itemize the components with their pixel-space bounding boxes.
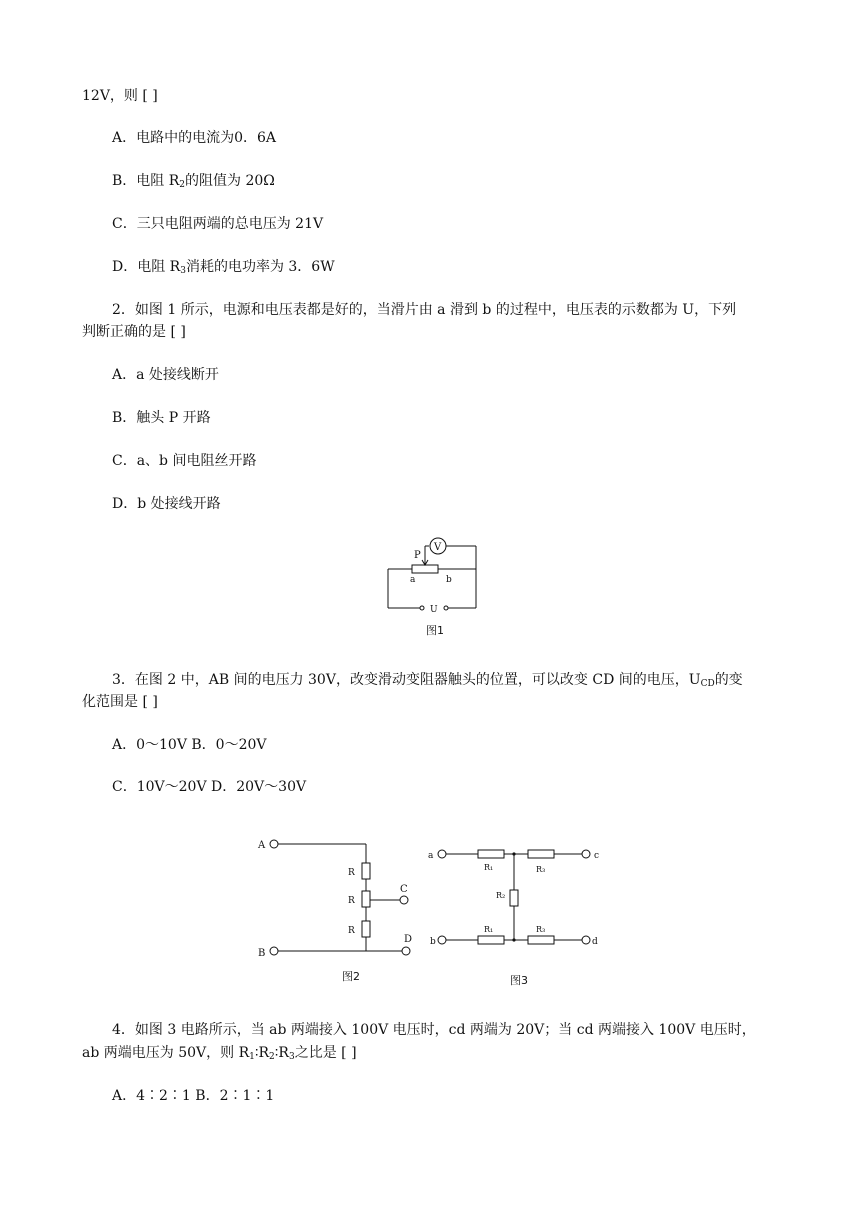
q2-option-a: A．a 处接线断开: [112, 367, 219, 383]
fig1-label-u: U: [430, 605, 438, 615]
fig2-label-d: D: [404, 934, 413, 945]
fig1-label-a: a: [410, 575, 416, 585]
figure-2-circuit: [250, 832, 426, 992]
fig2-label-a: A: [258, 840, 266, 851]
q4-stem-line2: ab 两端电压为 50V，则 $R_1∶R_2∶R_3$之比是 [ ]: [82, 1045, 357, 1062]
fig3-label-r3-top: R₃: [536, 865, 546, 874]
fig3-label-b: b: [430, 937, 436, 947]
fig2-label-b: B: [258, 948, 266, 959]
q2-option-c: C．a、b 间电阻丝开路: [112, 453, 257, 469]
q4-options-ab: A．4∶2∶1 B．2∶1∶1: [112, 1088, 275, 1104]
q4-stem-line1: 4．如图 3 电路所示，当 ab 两端接入 100V 电压时，cd 两端为 20V；当 cd 两端接入 100V 电压时，: [112, 1022, 756, 1038]
fig3-label-a: a: [428, 851, 434, 861]
q2-stem-line2: 判断正确的是 [ ]: [82, 324, 186, 340]
fig1-label-b: b: [446, 575, 452, 585]
fig3-label-c: c: [594, 851, 600, 861]
fig1-voltmeter-label: V: [434, 542, 442, 553]
fig3-label-d: d: [592, 937, 598, 947]
fig2-label-r2: R: [348, 896, 355, 906]
q3-options-cd: C．10V～20V D．20V～30V: [112, 779, 307, 795]
fig2-label-r1: R: [348, 868, 355, 878]
q1-tail: 12V，则 [ ]: [82, 88, 158, 104]
figure-3-circuit: [426, 836, 610, 992]
fig3-label-r1-top: R₁: [484, 863, 494, 872]
q2-stem-line1: 2．如图 1 所示，电源和电压表都是好的，当滑片由 a 滑到 b 的过程中，电压表的示数都为 U，下列: [112, 302, 737, 318]
fig3-label-r1-bottom: R₁: [484, 925, 494, 934]
q1-option-b: B．电阻 $R_2$的阻值为 20Ω: [112, 173, 275, 190]
fig1-caption: 图1: [426, 624, 444, 637]
fig2-label-r3: R: [348, 926, 355, 936]
q1-option-a: A．电路中的电流为0．6A: [112, 130, 277, 146]
fig3-caption: 图3: [510, 974, 528, 987]
figure-1-circuit: [380, 536, 484, 640]
q3-options-ab: A．0～10V B．0～20V: [112, 737, 267, 753]
fig2-label-c: C: [400, 884, 408, 895]
q3-stem-line1: 3．在图 2 中，AB 间的电压力 30V，改变滑动变阻器触头的位置，可以改变 CD 间的电压，$U_{CD}$的变: [112, 672, 743, 689]
q1-option-d: D．电阻 $R_3$消耗的电功率为 3．6W: [112, 259, 335, 276]
fig3-label-r3-bottom: R₃: [536, 925, 546, 934]
fig1-label-p: P: [414, 550, 421, 561]
fig2-caption: 图2: [342, 970, 360, 983]
q2-option-d: D．b 处接线开路: [112, 496, 221, 512]
q1-option-c: C．三只电阻两端的总电压为 21V: [112, 216, 324, 232]
q2-option-b: B．触头 P 开路: [112, 410, 211, 426]
q3-stem-line2: 化范围是 [ ]: [82, 694, 158, 710]
fig3-label-r2: R₂: [496, 891, 506, 900]
